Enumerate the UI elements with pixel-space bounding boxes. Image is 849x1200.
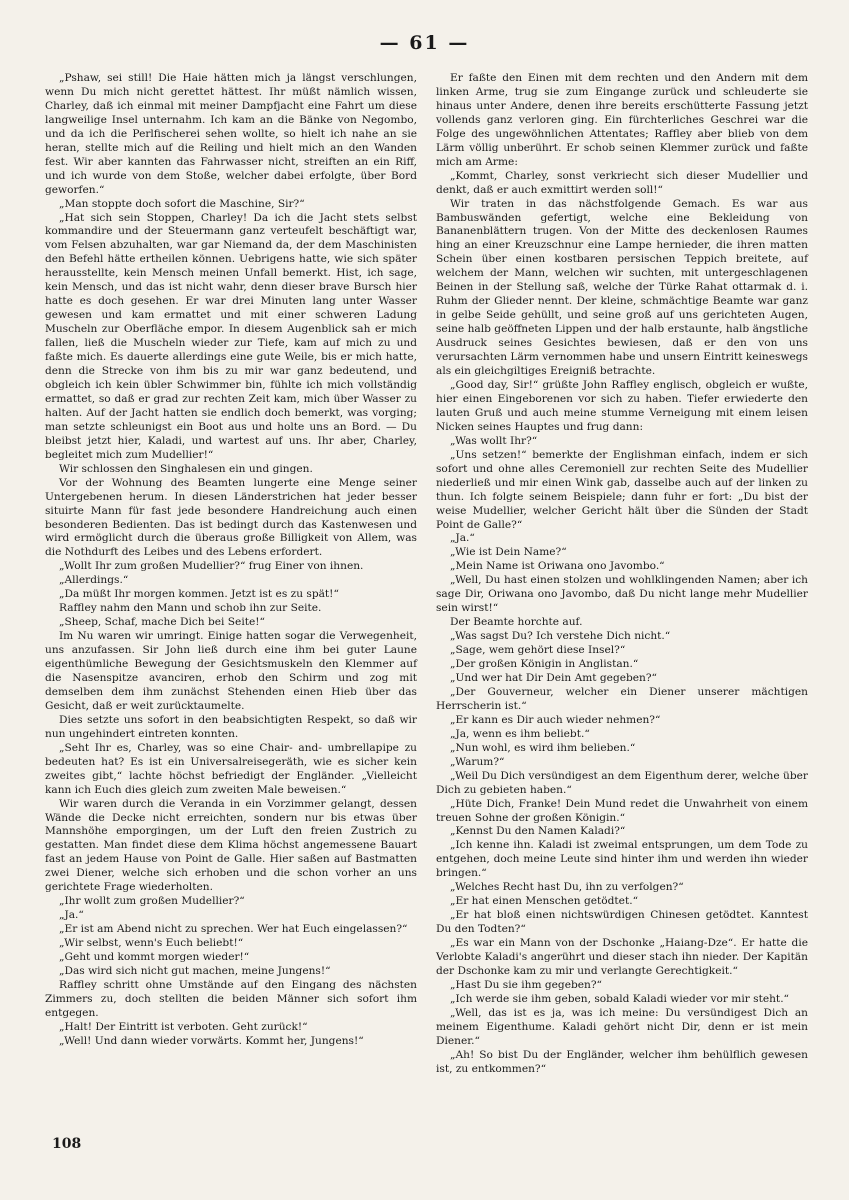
- paragraph: „Nun wohl, es wird ihm belieben.“: [450, 741, 636, 754]
- paragraph: „Der großen Königin in Anglistan.“: [450, 658, 639, 671]
- paragraph: Wir schlossen den Singhalesen ein und gingen.: [59, 462, 313, 475]
- paragraph: „Pshaw, sei still! Die Haie hätten mich ja längst verschlungen, wenn Du mich nicht gerettet hättest. Ihr müßt nämlich wissen, Charley, daß ich einmal mit meiner Dampfjacht eine Fahrt um diese langweilige Insel unternahm. Ich kam an die Bänke von Negombo, und da ich die Perlfischerei sehen wollte, so hielt ich nahe an sie heran, stellte mich auf die Reiling und hielt mich an den Wanden fest. Wir aber kannten das Fahrwasser nicht, streiften an ein Riff, und ich wurde von dem Stoße, welcher dabei erfolgte, über Bord geworfen.“: [45, 72, 417, 196]
- paragraph: „Hüte Dich, Franke! Dein Mund redet die Unwahrheit von einem treuen Sohne der großen Königin.“: [436, 797, 808, 824]
- paragraph: „Und wer hat Dir Dein Amt gegeben?“: [450, 671, 657, 684]
- paragraph: „Man stoppte doch sofort die Maschine, Sir?“: [59, 197, 305, 210]
- paragraph: Wir traten in das nächstfolgende Gemach. Es war aus Bambuswänden gefertigt, welche eine Bekleidung von Bananenblättern trugen. Von der Mitte des deckenlosen Raumes hing an einer Kreuzschnur eine Lampe hernieder, die ihren matten Schein über einen kostbaren persischen Teppich breitete, auf welchem der Mann, welchen wir suchten, mit untergeschlagenen Beinen in der Stellung saß, welche der Türke Rahat ottarmak d. i. Ruhm der Glieder nennt. Der kleine, schmächtige Beamte war ganz in gelbe Seide gehüllt, und seine groß auf uns gerichteten Augen, seine halb geöffneten Lippen und der halb erstaunte, halb ängstliche Ausdruck seines Gesichtes bewiesen, daß er den von uns verursachten Lärm vernommen habe und unsern Eintritt keineswegs als ein gleichgiltiges Ereigniß betrachte.: [436, 197, 808, 378]
- paragraph: „Ah! So bist Du der Engländer, welcher ihm behülflich gewesen ist, zu entkommen?“: [436, 1048, 808, 1075]
- paragraph: Wir waren durch die Veranda in ein Vorzimmer gelangt, dessen Wände die Decke nicht erreichten, sondern nur bis etwas über Mannshöhe emporgingen, um der Luft den freien Zustrich zu gestatten. Man findet diese dem Klima höchst angemessene Bauart fast an jedem Hause von Point de Galle. Hier saßen auf Bastmatten zwei Diener, welche sich erhoben und die schon vorher an uns gerichtete Frage wiederholten.: [45, 797, 417, 894]
- page-number: — 61 —: [379, 32, 470, 54]
- paragraph: „Allerdings.“: [59, 574, 129, 587]
- paragraph: „Warum?“: [450, 755, 505, 768]
- paragraph: „Es war ein Mann von der Dschonke „Haiang-Dze“. Er hatte die Verlobte Kaladi's angerührt und dieser stach ihn nieder. Der Kapitän der Dschonke kam zu mir und verlangte Gerechtigkeit.“: [436, 937, 808, 977]
- paragraph: „Hast Du sie ihm gegeben?“: [450, 978, 602, 991]
- paragraph: „Hat sich sein Stoppen, Charley! Da ich die Jacht stets selbst kommandire und der Steuermann ganz verteufelt beschäftigt war, vom Felsen abzuhalten, war gar Niemand da, der dem Maschinisten den Befehl hätte ertheilen können. Uebrigens hatte, wie sich später herausstellte, kein Mensch meinen Unfall bemerkt. Hist, ich sage, kein Mensch, und das ist nicht wahr, denn dieser brave Bursch hier hatte es doch gesehen. Er war drei Minuten lang unter Wasser gewesen und kam ermattet und mit einer schweren Ladung Muscheln zur Oberfläche empor. In diesem Augenblick sah er mich fallen, ließ die Muscheln wieder zur Tiefe, kam auf mich zu und faßte mich. Es dauerte allerdings eine gute Weile, bis er mich hatte, denn die Strecke von ihm bis zu mir war ganz bedeutend, und obgleich ich kein übler Schwimmer bin, fühlte ich mich vollständig ermattet, so daß er grad zur rechten Zeit kam, mich über Wasser zu halten. Auf der Jacht hatten sie endlich doch bemerkt, was vorging; man setzte schleunigst ein Boot aus und holte uns an Bord. — Du bleibst jetzt hier, Kaladi, und wartest auf uns. Ihr aber, Charley, begleitet mich zum Mudellier!“: [45, 211, 417, 461]
- paragraph: „Well, Du hast einen stolzen und wohlklingenden Namen; aber ich sage Dir, Oriwana ono Javombo, daß Du nicht lange mehr Mudellier sein wirst!“: [436, 574, 808, 615]
- paragraph: „Der Gouverneur, welcher ein Diener unserer mächtigen Herrscherin ist.“: [436, 685, 808, 712]
- paragraph: „Halt! Der Eintritt ist verboten. Geht zurück!“: [59, 1020, 308, 1033]
- paragraph: „Ja.“: [450, 532, 475, 545]
- paragraph: „Kennst Du den Namen Kaladi?“: [450, 825, 626, 838]
- paragraph: „Welches Recht hast Du, ihn zu verfolgen?“: [450, 881, 684, 894]
- paragraph: Im Nu waren wir umringt. Einige hatten sogar die Verwegenheit, uns anzufassen. Sir John ließ durch eine ihm bei guter Laune eigenthümliche Bewegung der Gesichtsmuskeln den Klemmer auf die Nasenspitze avanciren, erhob den Schirm und zog mit demselben dem ihm zunächst Stehenden einen Hieb über das Gesicht, daß er weit zurücktaumelte.: [45, 630, 417, 712]
- paragraph: Dies setzte uns sofort in den beabsichtigten Respekt, so daß wir nun ungehindert eintreten konnten.: [45, 713, 417, 740]
- paragraph: Der Beamte horchte auf.: [450, 616, 583, 629]
- right-column: [436, 72, 808, 1077]
- paragraph: „Well, das ist es ja, was ich meine: Du versündigest Dich an meinem Eigenthume. Kaladi gehört nicht Dir, denn er ist mein Diener.“: [436, 1006, 808, 1047]
- paragraph: „Er hat einen Menschen getödtet.“: [450, 895, 638, 908]
- paragraph: „Ja, wenn es ihm beliebt.“: [450, 727, 590, 740]
- paragraph: „Was wollt Ihr?“: [450, 434, 538, 447]
- paragraph: „Sheep, Schaf, mache Dich bei Seite!“: [59, 616, 265, 629]
- paragraph: „Well! Und dann wieder vorwärts. Kommt her, Jungens!“: [59, 1034, 364, 1047]
- paragraph: Er faßte den Einen mit dem rechten und den Andern mit dem linken Arme, trug sie zum Eingange zurück und schleuderte sie hinaus unter Andere, denen ihre bereits erschütterte Fassung jetzt vollends ganz verloren ging. Ein fürchterliches Geschrei war die Folge des ungewöhnlichen Attentates; Raffley aber blieb von dem Lärm völlig unberührt. Er schob seinen Klemmer zurück und faßte mich am Arme:: [436, 72, 808, 168]
- paragraph: „Mein Name ist Oriwana ono Javombo.“: [450, 560, 665, 573]
- left-column: [45, 72, 417, 1049]
- paragraph: „Kommt, Charley, sonst verkriecht sich dieser Mudellier und denkt, daß er auch exmittirt werden soll!“: [436, 169, 808, 196]
- paragraph: „Weil Du Dich versündigest an dem Eigenthum derer, welche über Dich zu gebieten haben.“: [436, 769, 808, 796]
- paragraph: Raffley nahm den Mann und schob ihn zur Seite.: [59, 602, 322, 615]
- paragraph: „Ja.“: [59, 909, 84, 922]
- paragraph: „Wie ist Dein Name?“: [450, 546, 567, 559]
- paragraph: „Das wird sich nicht gut machen, meine Jungens!“: [59, 965, 331, 977]
- paragraph: „Wollt Ihr zum großen Mudellier?“ frug Einer von ihnen.: [59, 560, 364, 573]
- paragraph: „Good day, Sir!“ grüßte John Raffley englisch, obgleich er wußte, hier einen Eingeborenen vor sich zu haben. Tiefer erwiederte den lauten Gruß und auch meine stumme Verneigung mit einem leisen Nicken seines Hauptes und frug dann:: [436, 378, 808, 433]
- paragraph: „Wir selbst, wenn's Euch beliebt!“: [59, 937, 244, 950]
- paragraph: „Er kann es Dir auch wieder nehmen?“: [450, 713, 661, 726]
- paragraph: „Sage, wem gehört diese Insel?“: [450, 644, 626, 657]
- paragraph: Vor der Wohnung des Beamten lungerte eine Menge seiner Untergebenen herum. In diesen Länderstrichen hat jeder besser situirte Mann für fast jede besondere Handreichung auch einen besonderen Bedienten. Das ist bedingt durch das Kastenwesen und wird ermöglicht durch die überaus große Billigkeit von Allem, was die Nothdurft des Leibes und des Lebens erfordert.: [45, 476, 417, 559]
- paragraph: „Er hat bloß einen nichtswürdigen Chinesen getödtet. Kanntest Du den Todten?“: [436, 909, 808, 936]
- footer-page-number: 108: [52, 1136, 82, 1152]
- paragraph: „Ich werde sie ihm geben, sobald Kaladi wieder vor mir steht.“: [450, 992, 789, 1005]
- paragraph: „Uns setzen!“ bemerkte der Englishman einfach, indem er sich sofort und ohne alles Ceremoniell zur rechten Seite des Mudellier niederließ und mir einen Wink gab, dasselbe auch auf der linken zu thun. Ich folgte seinem Beispiele; dann fuhr er fort: „Du bist der weise Mudellier, welcher Gericht hält über die Sünden der Stadt Point de Galle?“: [436, 448, 808, 531]
- paragraph: „Da müßt Ihr morgen kommen. Jetzt ist es zu spät!“: [59, 588, 339, 601]
- paragraph: „Er ist am Abend nicht zu sprechen. Wer hat Euch eingelassen?“: [59, 923, 408, 936]
- paragraph: „Was sagst Du? Ich verstehe Dich nicht.“: [450, 630, 671, 643]
- paragraph: „Geht und kommt morgen wieder!“: [59, 951, 250, 964]
- paragraph: „Ihr wollt zum großen Mudellier?“: [59, 895, 245, 908]
- paragraph: Raffley schritt ohne Umstände auf den Eingang des nächsten Zimmers zu, doch stellten die beiden Männer sich sofort ihm entgegen.: [45, 978, 417, 1019]
- paragraph: „Seht Ihr es, Charley, was so eine Chair- and- umbrellapipe zu bedeuten hat? Es ist ein Universalreisegeräth, wie es sicher kein zweites gibt,“ lachte höchst befriedigt der Engländer. „Vielleicht kann ich Euch dies gleich zum zweiten Male beweisen.“: [45, 741, 417, 796]
- paragraph: „Ich kenne ihn. Kaladi ist zweimal entsprungen, um dem Tode zu entgehen, doch meine Leute sind hinter ihm und werden ihn wieder bringen.“: [436, 839, 808, 880]
